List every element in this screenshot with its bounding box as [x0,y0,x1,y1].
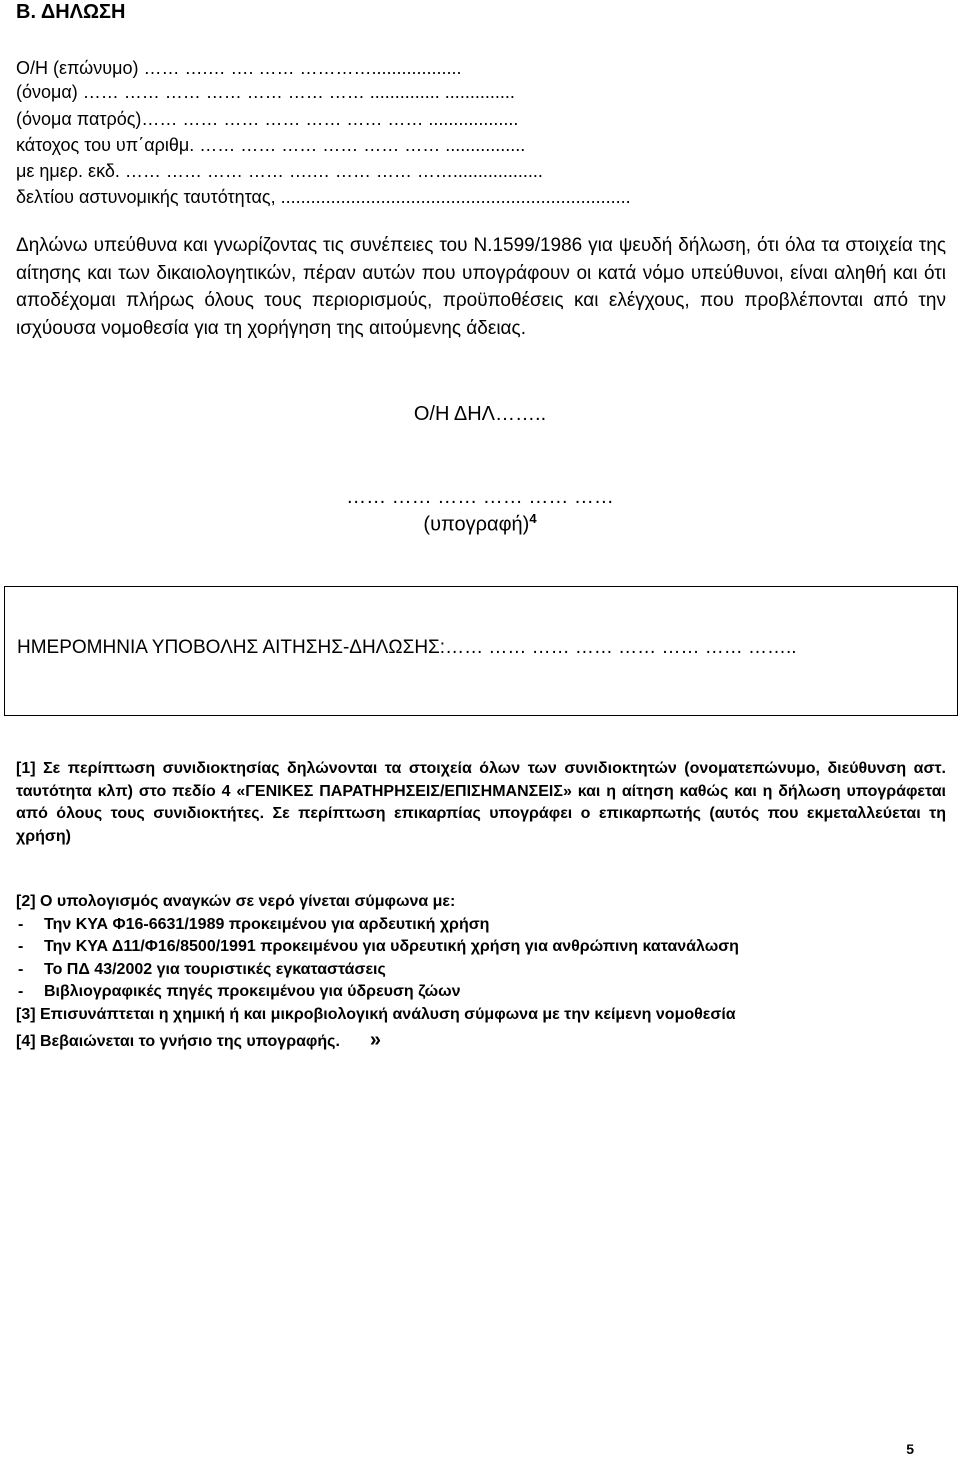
submission-date-box [4,586,958,716]
footnote-2-title: [2] Ο υπολογισμός αναγκών σε νερό γίνεται σύμφωνα με: [16,893,456,910]
footnote-1 [16,758,946,848]
section-title: Β. ΔΗΛΩΣΗ [16,1,126,23]
signature-label: (υπογραφή) [423,513,530,536]
footnote-4 [16,1029,946,1054]
bullet: - [18,960,24,978]
bullet: - [18,915,24,933]
submission-date-label: ΗΜΕΡΟΜΗΝΙΑ ΥΠΟΒΟΛΗΣ ΑΙΤΗΣΗΣ-ΔΗΛΩΣΗΣ:…… …… …… …… …… …… …… …….. [17,637,797,658]
signature-line [0,511,960,537]
signature-footnote-ref: 4 [529,511,537,526]
declaration-paragraph: Δηλώνω υπεύθυνα και γνωρίζοντας τις συνέπειες του Ν.1599/1986 για ψευδή δήλωση, ότι όλα τα στοιχεία της αίτησης και των δικαιολογητικών, πέραν αυτών που υπογράφουν οι κατά νόμο υπεύθυνοι, είναι αληθή και ότι αποδέχομαι πλήρως όλους τους περιορισμούς, προϋποθέσεις και ελέγχους, που προβλέπονται από την ισχύουσα νομοθεσία για τη χορήγηση της αιτούμενης άδειας. [16,235,946,339]
closing-quote-mark: » [369,1029,382,1051]
signature-dots: …… …… …… …… …… …… [346,486,614,508]
list-item: - Την ΚΥΑ Δ11/Φ16/8500/1991 προκειμένου για υδρευτική χρήση για ανθρώπινη κατανάλωση [16,936,946,959]
field-issue-date: με ημερ. εκδ. …… …… …… …… ….… …… …… …….................. [16,161,543,181]
list-item: - Την ΚΥΑ Φ16-6631/1989 προκειμένου για αρδευτική χρήση [16,914,946,937]
page-number: 5 [906,1441,914,1457]
field-fathers-name: (όνομα πατρός)…… …… …… …… …… …… …… .................. [16,109,519,129]
bullet: - [18,983,24,1000]
footnote-1-text: [1] Σε περίπτωση συνιδιοκτησίας δηλώνονται τα στοιχεία όλων των συνιδιοκτητών (ονοματεπώνυμο, διεύθυνση αστ. ταυτότητα κλπ) στο πεδίο 4 «ΓΕΝΙΚΕΣ ΠΑΡΑΤΗΡΗΣΕΙΣ/ΕΠΙΣΗΜΑΝΣΕΙΣ» και η αίτηση καθώς και η δήλωση υπογράφεται από όλους τους συνιδιοκτήτες. Σε περίπτωση επικαρπίας υπογράφει ο επικαρπωτής (αυτός που εκμεταλλεύεται τη χρήση) [16,760,946,845]
declarant-label: Ο/Η ΔΗΛ…….. [413,403,547,425]
list-item: - Το ΠΔ 43/2002 για τουριστικές εγκαταστάσεις [16,959,946,982]
bullet: - [18,938,24,955]
footnote-4-text: [4] Βεβαιώνεται το γνήσιο της υπογραφής. [16,1033,340,1050]
footnotes-block [16,891,946,1054]
list-item: - Βιβλιογραφικές πηγές προκειμένου για ύδρευση ζώων [16,981,946,1004]
field-surname: Ο/Η (επώνυμο) …… ….… …. …… ………….................. [16,58,462,78]
field-id-card: δελτίου αστυνομικής ταυτότητας, ...................................................................... [16,187,631,207]
field-id-number: κάτοχος του υπ΄αριθμ. …… …… …… …… …… …… ................ [16,135,526,155]
footnote-3: [3] Επισυνάπτεται η χημική ή και μικροβιολογική ανάλυση σύμφωνα με την κείμενη νομοθεσία [16,1005,736,1023]
field-first-name: (όνομα) …… …… …… …… …… …… …… .............. .............. [16,82,515,102]
